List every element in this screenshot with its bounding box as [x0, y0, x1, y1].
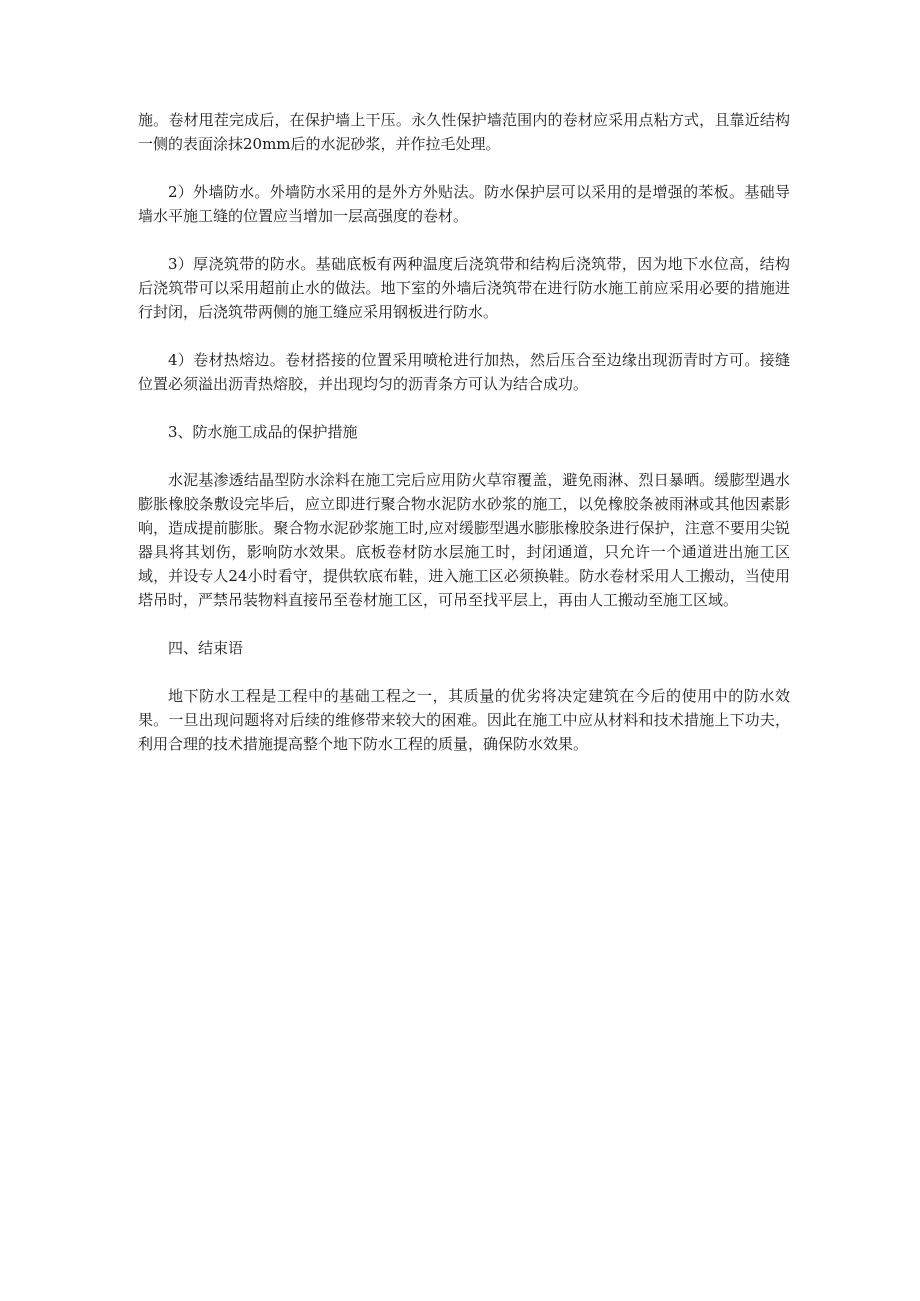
paragraph-item-4: 4）卷材热熔边。卷材搭接的位置采用喷枪进行加热，然后压合至边缘出现沥青时方可。接缝位置必须溢出沥青热熔胶，并出现均匀的沥青条方可认为结合成功。: [138, 351, 790, 393]
paragraph-item-2: 2）外墙防水。外墙防水采用的是外方外贴法。防水保护层可以采用的是增强的苯板。基础导墙水平施工缝的位置应当增加一层高强度的卷材。: [138, 183, 790, 225]
document-body: [138, 108, 790, 780]
section-heading-protection: 3、防水施工成品的保护措施: [168, 423, 358, 441]
paragraph-protection-measures: 水泥基渗透结晶型防水涂料在施工完后应用防火草帘覆盖，避免雨淋、烈日暴晒。缓膨型遇水膨胀橡胶条敷设完毕后，应立即进行聚合物水泥防水砂浆的施工，以免橡胶条被雨淋或其他因素影响，造成提前膨胀。聚合物水泥砂浆施工时,应对缓膨型遇水膨胀橡胶条进行保护，注意不要用尖锐器具将其划伤，影响防水效果。底板卷材防水层施工时，封闭通道，只允许一个通道进出施工区域，并设专人24小时看守，提供软底布鞋，进入施工区必须换鞋。防水卷材采用人工搬动，当使用塔吊时，严禁吊装物料直接吊至卷材施工区，可吊至找平层上，再由人工搬动至施工区域。: [138, 471, 790, 609]
paragraph-conclusion: 地下防水工程是工程中的基础工程之一，其质量的优劣将决定建筑在今后的使用中的防水效果。一旦出现问题将对后续的维修带来较大的困难。因此在施工中应从材料和技术措施上下功夫，利用合理的技术措施提高整个地下防水工程的质量，确保防水效果。: [138, 687, 790, 753]
paragraph-item-3: 3）厚浇筑带的防水。基础底板有两种温度后浇筑带和结构后浇筑带，因为地下水位高，结构后浇筑带可以采用超前止水的做法。地下室的外墙后浇筑带在进行防水施工前应采用必要的措施进行封闭，后浇筑带两侧的施工缝应采用钢板进行防水。: [138, 255, 790, 321]
paragraph-continuation: 施。卷材甩茬完成后，在保护墙上干压。永久性保护墙范围内的卷材应采用点粘方式，且靠近结构一侧的表面涂抹20mm后的水泥砂浆，并作拉毛处理。: [138, 111, 790, 153]
section-heading-conclusion: 四、结束语: [168, 639, 244, 657]
